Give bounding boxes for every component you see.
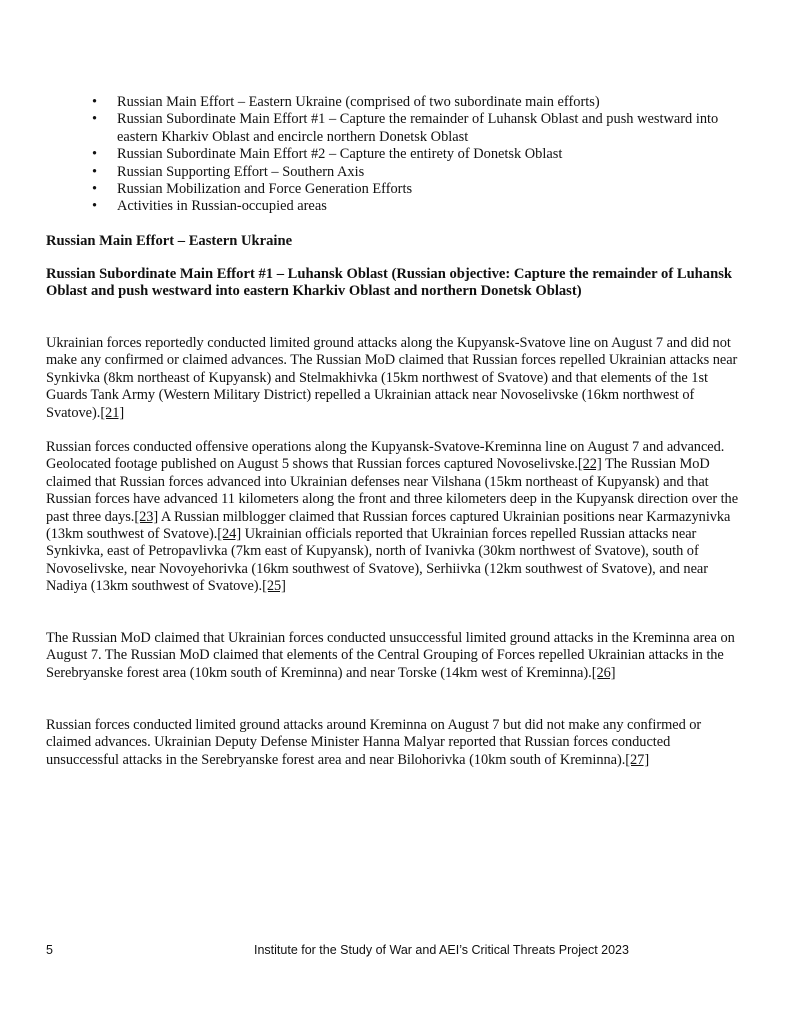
paragraph-text: Russian forces conducted limited ground attacks around Kreminna on August 7 but did not make any confirmed or claimed advances. Ukrainian Deputy Defense Minister Hanna Malyar reported that Russian forces conducted unsuccessful attacks in the Serebryanske forest area and near Bilohorivka (10km south of Kreminna). (46, 717, 702, 768)
bullet-text: Russian Supporting Effort – Southern Axis (117, 163, 365, 180)
footer-page-number: 5 (46, 943, 53, 957)
citation-link-26[interactable]: [26] (591, 664, 616, 681)
bullet-text: Russian Subordinate Main Effort #2 – Capture the entirety of Donetsk Oblast (117, 146, 563, 163)
bullet-glyph: • (92, 163, 98, 180)
citation-link-24[interactable]: [24] (217, 526, 242, 543)
footer-attribution: Institute for the Study of War and AEI’s Critical Threats Project 2023 (254, 943, 629, 957)
paragraph-text: Ukrainian forces reportedly conducted limited ground attacks along the Kupyansk-Svatove line on August 7 and did not make any confirmed or claimed advances. The Russian MoD claimed that Russian forces repelled Ukrainian attacks near Synkivka (8km northeast of Kupyansk) and Stelmakhivka (15km northwest of Svatove) and that elements of the 1st Guards Tank Army (Western Military District) repelled a Ukrainian attack near Novoselivske (16km northwest of Svatove). (46, 335, 738, 421)
citation-link-21[interactable]: [21] (100, 404, 125, 421)
paragraph-text: The Russian MoD claimed that Russian forces advanced into Ukrainian defenses near Vilshana (15km northeast of Kupyansk) and that Russian forces have advanced 11 kilometers along the front and three kilometers deep in the Kupyansk direction over the past three days. (46, 456, 739, 525)
citation-link-27[interactable]: [27] (625, 751, 650, 768)
bullet-item (92, 94, 742, 111)
section-heading-main-effort: Russian Main Effort – Eastern Ukraine (46, 233, 293, 249)
section-heading-subordinate-effort-1: Russian Subordinate Main Effort #1 – Luhansk Oblast (Russian objective: Capture the remainder of Luhansk Oblast and push westward into eastern Kharkiv Oblast and northern Donetsk Oblast) (46, 266, 733, 300)
paragraph-text: Ukrainian officials reported that Ukrainian forces repelled Russian attacks near Synkivka, east of Petropavlivka (7km east of Kupyansk), north of Ivanivka (30km northwest of Svatove), south of Novoselivske, near Novoyehorivka (16km southwest of Svatove), Serhiivka (12km southwest of Svatove), and near Nadiya (13km southwest of Svatove). (46, 526, 708, 595)
bullet-text: Russian Mobilization and Force Generation Efforts (117, 181, 413, 198)
paragraph-text: Russian forces conducted offensive operations along the Kupyansk-Svatove-Kreminna line on August 7 and advanced. Geolocated footage published on August 5 shows that Russian forces captured Novoselivske. (46, 439, 725, 473)
bullet-glyph: • (92, 146, 98, 163)
bullet-item (92, 181, 742, 198)
citation-link-25[interactable]: [25] (262, 578, 286, 595)
citation-link-23[interactable]: [23] (134, 508, 159, 525)
bullet-text: Russian Main Effort – Eastern Ukraine (comprised of two subordinate main efforts) (117, 94, 600, 110)
paragraph-text: The Russian MoD claimed that Ukrainian forces conducted unsuccessful limited ground attacks in the Kreminna area on August 7. The Russian MoD claimed that elements of the Central Grouping of Forces repelled Ukrainian attacks in the Serebryanske forest area (10km south of Kreminna) and near Torske (14km west of Kreminna). (46, 630, 735, 681)
paragraph-2 (46, 439, 746, 596)
bullet-glyph: • (92, 94, 98, 110)
bullet-text: Activities in Russian-occupied areas (117, 198, 327, 215)
bullet-item (92, 164, 742, 181)
citation-link-22[interactable]: [22] (577, 456, 602, 473)
paragraph-1 (46, 335, 746, 422)
bullet-text: Russian Subordinate Main Effort #1 – Capture the remainder of Luhansk Oblast and push westward into eastern Kharkiv Oblast and encircle northern Donetsk Oblast (117, 111, 719, 145)
summary-bullet-list (92, 94, 742, 216)
paragraph-3 (46, 630, 746, 682)
bullet-item (92, 111, 742, 146)
bullet-glyph: • (92, 111, 98, 128)
paragraph-text: A Russian milblogger claimed that Russian forces captured Ukrainian positions near Karmazynivka (13km southwest of Svatove). (46, 508, 731, 543)
paragraph-4 (46, 717, 746, 769)
bullet-item (92, 198, 742, 215)
bullet-glyph: • (92, 198, 98, 215)
bullet-glyph: • (92, 181, 98, 198)
bullet-item (92, 146, 742, 163)
